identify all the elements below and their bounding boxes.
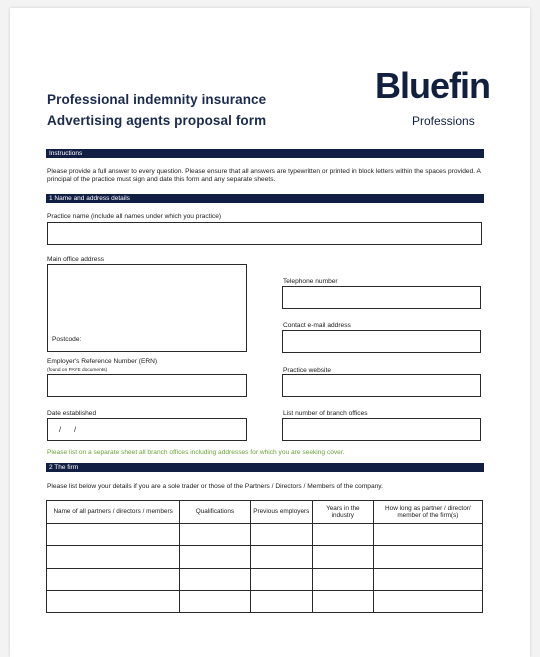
instructions-header-bar: Instructions <box>46 149 484 158</box>
table-row[interactable] <box>47 568 483 590</box>
main-office-address-label: Main office address <box>47 256 105 263</box>
form-page <box>10 8 530 657</box>
telephone-number-label: Telephone number <box>283 278 338 285</box>
postcode-label: Postcode: <box>52 336 82 343</box>
practice-website-field[interactable] <box>282 374 481 397</box>
practice-name-field[interactable] <box>47 222 482 245</box>
branch-offices-note: Please list on a separate sheet all branch offices including addresses for which you are seeking cover. <box>47 449 345 456</box>
table-row[interactable] <box>47 546 483 568</box>
date-slash-2: / <box>74 425 77 434</box>
brand-logo-subtitle: Professions <box>412 114 475 128</box>
ern-field[interactable] <box>47 374 247 397</box>
column-header-names: Name of all partners / directors / members <box>47 501 180 524</box>
brand-logo: Bluefin <box>375 65 490 106</box>
column-header-qualifications: Qualifications <box>180 501 250 524</box>
practice-website-label: Practice website <box>283 367 332 374</box>
ern-label: Employer's Reference Number (ERN) <box>47 358 158 365</box>
column-header-previous-employers: Previous employers <box>250 501 312 524</box>
table-header-row <box>47 501 483 524</box>
instructions-text: Please provide a full answer to every question. Please ensure that all answers are typewritten or printed in block letters within the spaces provided. A principal of the practice must sign and date this form and any separate sheets. <box>47 168 481 184</box>
contact-email-field[interactable] <box>282 330 481 353</box>
form-title-line-2: Advertising agents proposal form <box>47 113 267 128</box>
date-established-field[interactable] <box>47 418 247 441</box>
column-header-years-in-industry: Years in the industry <box>312 501 373 524</box>
contact-email-label: Contact e-mail address <box>283 322 351 329</box>
partners-table <box>46 500 483 613</box>
branch-offices-label: List number of branch offices <box>283 410 368 417</box>
branch-offices-field[interactable] <box>282 418 481 441</box>
section-2-header-bar: 2 The firm <box>46 463 484 472</box>
section-1-header-bar: 1 Name and address details <box>46 194 484 203</box>
table-row[interactable] <box>47 590 483 612</box>
telephone-number-field[interactable] <box>282 286 481 309</box>
practice-name-label: Practice name (include all names under which you practice) <box>47 213 222 220</box>
column-header-years-as-partner: How long as partner / director/ member of the firm(s) <box>373 501 482 524</box>
ern-note: (found on PAYE documents) <box>47 368 108 373</box>
form-title-line-1: Professional indemnity insurance <box>47 92 267 107</box>
firm-instructions-text: Please list below your details if you are a sole trader or those of the Partners / Directors / Members of the company. <box>47 483 383 490</box>
date-established-label: Date established <box>47 410 97 417</box>
date-slash-1: / <box>59 425 62 434</box>
table-row[interactable] <box>47 524 483 546</box>
